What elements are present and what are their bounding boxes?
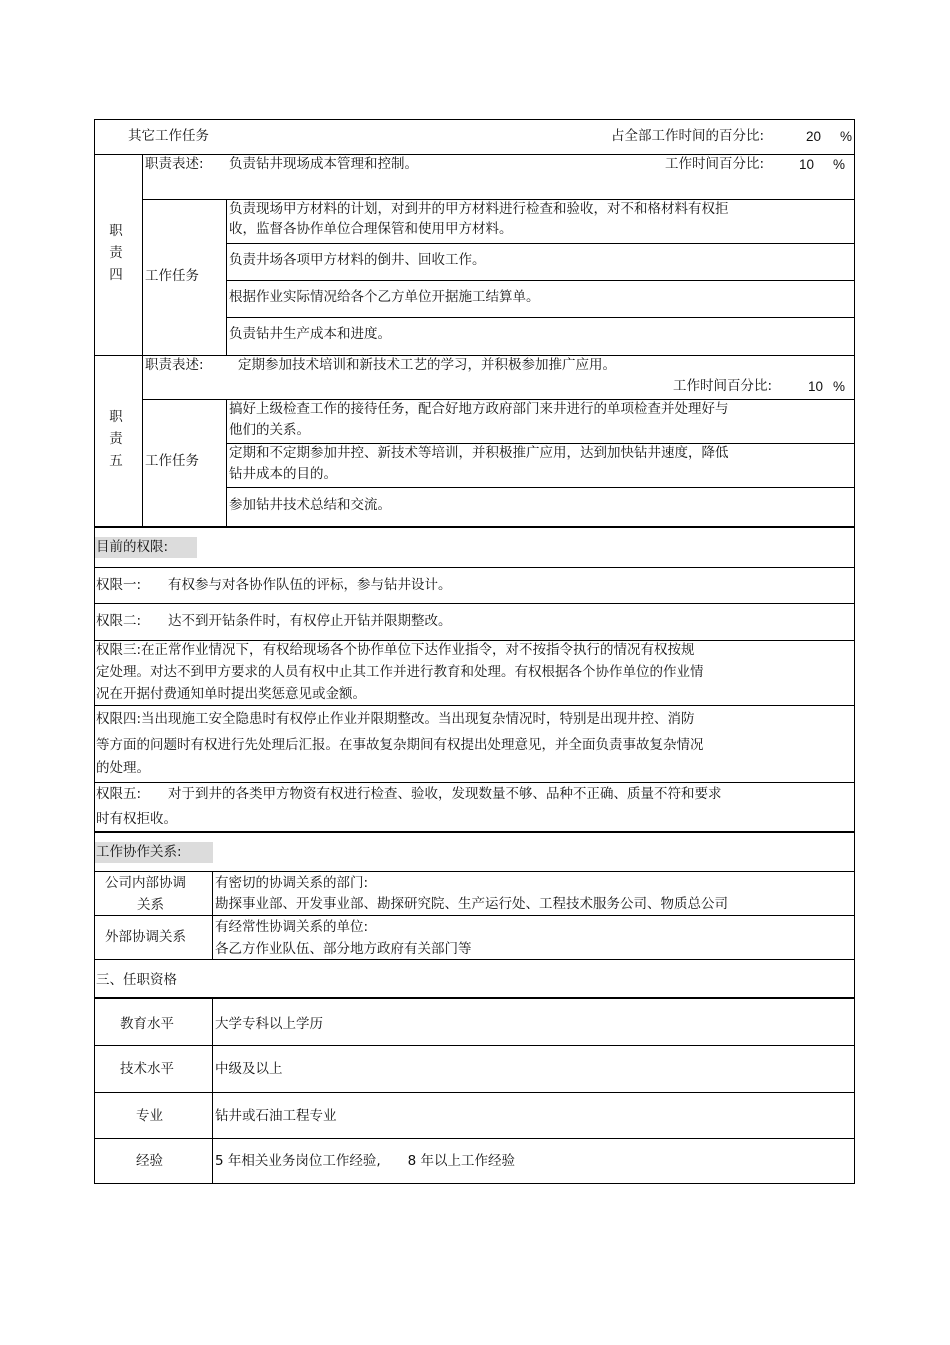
cooperation-header: 工作协作关系: [96, 844, 182, 860]
qualification-value: 大学专科以上学历 [215, 1016, 323, 1032]
divider [226, 243, 855, 244]
authority-header: 目前的权限: [96, 539, 169, 555]
duty4-desc-label: 职责表述: [145, 156, 204, 172]
divider [94, 782, 855, 783]
duty4-task-line: 负责井场各项甲方材料的倒井、回收工作。 [229, 252, 486, 268]
duty4-task-label: 工作任务 [145, 268, 199, 284]
internal-text-line: 勘探事业部、开发事业部、勘探研究院、生产运行处、工程技术服务公司、物质总公司 [215, 896, 728, 912]
other-tasks-percent-value: 20 [806, 129, 822, 144]
duty5-time-value: 10 [808, 379, 824, 394]
divider [94, 603, 855, 604]
authority-line: 的处理。 [96, 760, 150, 776]
table-bottom-border [94, 1183, 855, 1184]
duty5-task-line: 他们的关系。 [229, 422, 310, 438]
divider [212, 998, 213, 1184]
duty5-task-label: 工作任务 [145, 453, 199, 469]
authority-line: 权限三:在正常作业情况下，有权给现场各个协作单位下达作业指令，对不按指令执行的情况有权按规 [96, 642, 695, 658]
divider [226, 487, 855, 488]
qualification-label: 技术水平 [120, 1061, 174, 1077]
internal-label-line: 关系 [137, 897, 164, 913]
duty5-desc-label: 职责表述: [145, 357, 204, 373]
duty5-side-label [96, 406, 136, 472]
duty4-task-line: 收，监督各协作单位合理保管和使用甲方材料。 [229, 221, 513, 237]
authority-line: 定处理。对达不到甲方要求的人员有权中止其工作并进行教育和处理。有权根据各个协作单位的作业情 [96, 664, 704, 680]
divider [94, 705, 855, 706]
external-text-line: 有经常性协调关系的单位: [215, 919, 369, 935]
divider [94, 1045, 855, 1046]
qualification-label: 专业 [136, 1108, 163, 1124]
qualification-value: 钻井或石油工程专业 [215, 1108, 337, 1124]
divider [226, 399, 227, 527]
table-right-border [854, 119, 855, 1184]
duty5-time-label: 工作时间百分比: [673, 378, 773, 394]
duty5-task-line: 定期和不定期参加井控、新技术等培训，并积极推广应用，达到加快钻井速度，降低 [229, 445, 729, 461]
divider [142, 355, 143, 527]
qualification-label: 经验 [136, 1153, 163, 1169]
authority-line: 时有权拒收。 [96, 811, 177, 827]
duty5-time-unit: % [833, 379, 846, 394]
divider [94, 1092, 855, 1093]
qualification-header: 三、任职资格 [96, 972, 177, 988]
divider [94, 871, 855, 872]
authority-line: 况在开据付费通知单时提出奖惩意见或金额。 [96, 686, 366, 702]
duty4-side-char: 四 [109, 267, 123, 283]
duty4-task-line: 负责现场甲方材料的计划，对到井的甲方材料进行检查和验收，对不和格材料有权拒 [229, 201, 729, 217]
authority-line: 权限一: 有权参与对各协作队伍的评标，参与钻井设计。 [96, 577, 452, 593]
divider [226, 199, 227, 355]
divider [94, 915, 855, 916]
divider [142, 154, 143, 355]
authority-line: 权限五: 对于到井的各类甲方物资有权进行检查、验收，发现数量不够、品种不正确、质量不符和要求 [96, 786, 722, 802]
external-text-line: 各乙方作业队伍、部分地方政府有关部门等 [215, 941, 472, 957]
other-tasks-percent-label: 占全部工作时间的百分比: [611, 128, 765, 144]
duty5-side-char: 责 [109, 431, 123, 447]
qualification-value: 5 年相关业务岗位工作经验, 8 年以上工作经验 [215, 1153, 516, 1169]
duty4-side-char: 职 [109, 223, 123, 239]
external-label: 外部协调关系 [105, 929, 186, 945]
duty4-time-label: 工作时间百分比: [665, 156, 765, 172]
duty4-side-char: 责 [109, 245, 123, 261]
duty4-desc-text: 负责钻井现场成本管理和控制。 [229, 156, 418, 172]
divider [226, 280, 855, 281]
duty4-task-line: 负责钻井生产成本和进度。 [229, 326, 391, 342]
authority-line: 权限四:当出现施工安全隐患时有权停止作业并限期整改。当出现复杂情况时，特别是出现井控、消防 [96, 711, 695, 727]
internal-text-line: 有密切的协调关系的部门: [215, 875, 369, 891]
divider [94, 959, 855, 960]
authority-line: 权限二: 达不到开钻条件时，有权停止开钻并限期整改。 [96, 613, 452, 629]
duty4-time-value: 10 [799, 157, 815, 172]
internal-label-line: 公司内部协调 [105, 875, 186, 891]
duty5-task-line: 参加钻井技术总结和交流。 [229, 497, 391, 513]
divider [94, 567, 855, 568]
duty4-task-line: 根据作业实际情况给各个乙方单位开据施工结算单。 [229, 289, 540, 305]
section-divider [94, 831, 855, 833]
qualification-label: 教育水平 [120, 1016, 174, 1032]
divider [94, 1138, 855, 1139]
divider [226, 317, 855, 318]
duty4-side-label [96, 220, 136, 286]
section-divider [94, 997, 855, 999]
authority-line: 等方面的问题时有权进行先处理后汇报。在事故复杂期间有权提出处理意见，并全面负责事故复杂情况 [96, 737, 704, 753]
duty5-task-line: 搞好上级检查工作的接待任务，配合好地方政府部门来井进行的单项检查并处理好与 [229, 401, 729, 417]
other-tasks-percent-unit: % [840, 129, 853, 144]
duty4-time-unit: % [833, 157, 846, 172]
other-tasks-label: 其它工作任务 [128, 128, 209, 144]
table-top-border [94, 119, 855, 120]
qualification-value: 中级及以上 [215, 1061, 283, 1077]
table-left-border [94, 119, 95, 1184]
duty5-task-line: 钻井成本的目的。 [229, 466, 337, 482]
duty5-side-char: 职 [109, 409, 123, 425]
duty5-side-char: 五 [109, 453, 123, 469]
section-divider [94, 526, 855, 528]
duty5-desc-text: 定期参加技术培训和新技术工艺的学习，并积极参加推广应用。 [238, 357, 616, 373]
